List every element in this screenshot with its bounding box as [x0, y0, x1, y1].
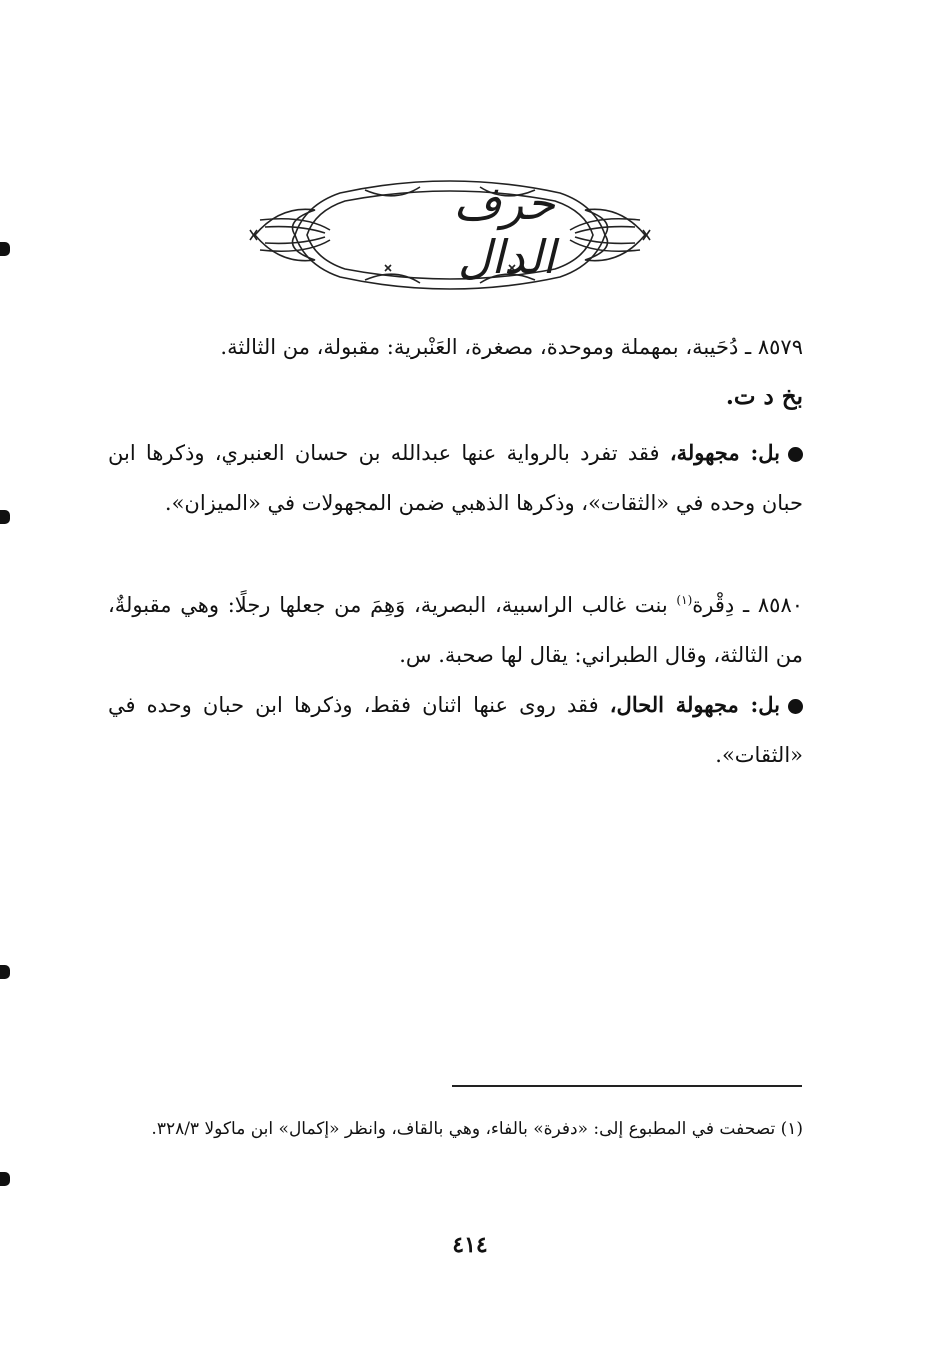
entry-8580-text-start: ٨٥٨٠ ـ دِقْرة [692, 593, 804, 617]
note-2-label: بل: مجهولة الحال، [609, 692, 780, 717]
footnote-ref: (١) [676, 593, 693, 607]
edge-mark [0, 510, 10, 524]
chapter-title: حرف الدال [453, 176, 555, 284]
entry-8579 [108, 322, 803, 372]
entry-8580-text-end: بنت غالب الراسبية، البصرية، وَهِمَ من جعلها رجلًا: وهي مقبولةٌ، من الثالثة، وقال الطبراني: يقال لها صحبة. س. [108, 593, 803, 667]
note-1 [108, 428, 803, 528]
note-2-text: فقد روى عنها اثنان فقط، وذكرها ابن حبان وحده في «الثقات». [108, 693, 803, 767]
edge-mark [0, 242, 10, 256]
footnote: (١) تصحفت في المطبوع إلى: «دفرة» بالفاء، وهي بالقاف، وانظر «إكمال» ابن ماكولا ٣٢٨/٣. [151, 1119, 803, 1139]
bullet-icon [788, 447, 803, 462]
note-2 [108, 680, 803, 780]
note-1-text: فقد تفرد بالرواية عنها عبدالله بن حسان العنبري، وذكرها ابن حبان وحده في «الثقات»، وذكرها الذهبي ضمن المجهولات في «الميزان». [108, 441, 803, 515]
entry-8580 [108, 575, 803, 680]
edge-mark [0, 965, 10, 979]
bullet-icon [788, 699, 803, 714]
footnote-divider [452, 1085, 802, 1087]
edge-mark [0, 1172, 10, 1186]
page-number: ٤١٤ [452, 1232, 488, 1258]
entry-8579-text: ٨٥٧٩ ـ دُحَيبة، بمهملة وموحدة، مصغرة، العَنْبرية: مقبولة، من الثالثة. [220, 335, 803, 359]
note-1-label: بل: مجهولة، [669, 440, 780, 465]
entry-8579-codes: بخ د ت. [725, 383, 803, 410]
